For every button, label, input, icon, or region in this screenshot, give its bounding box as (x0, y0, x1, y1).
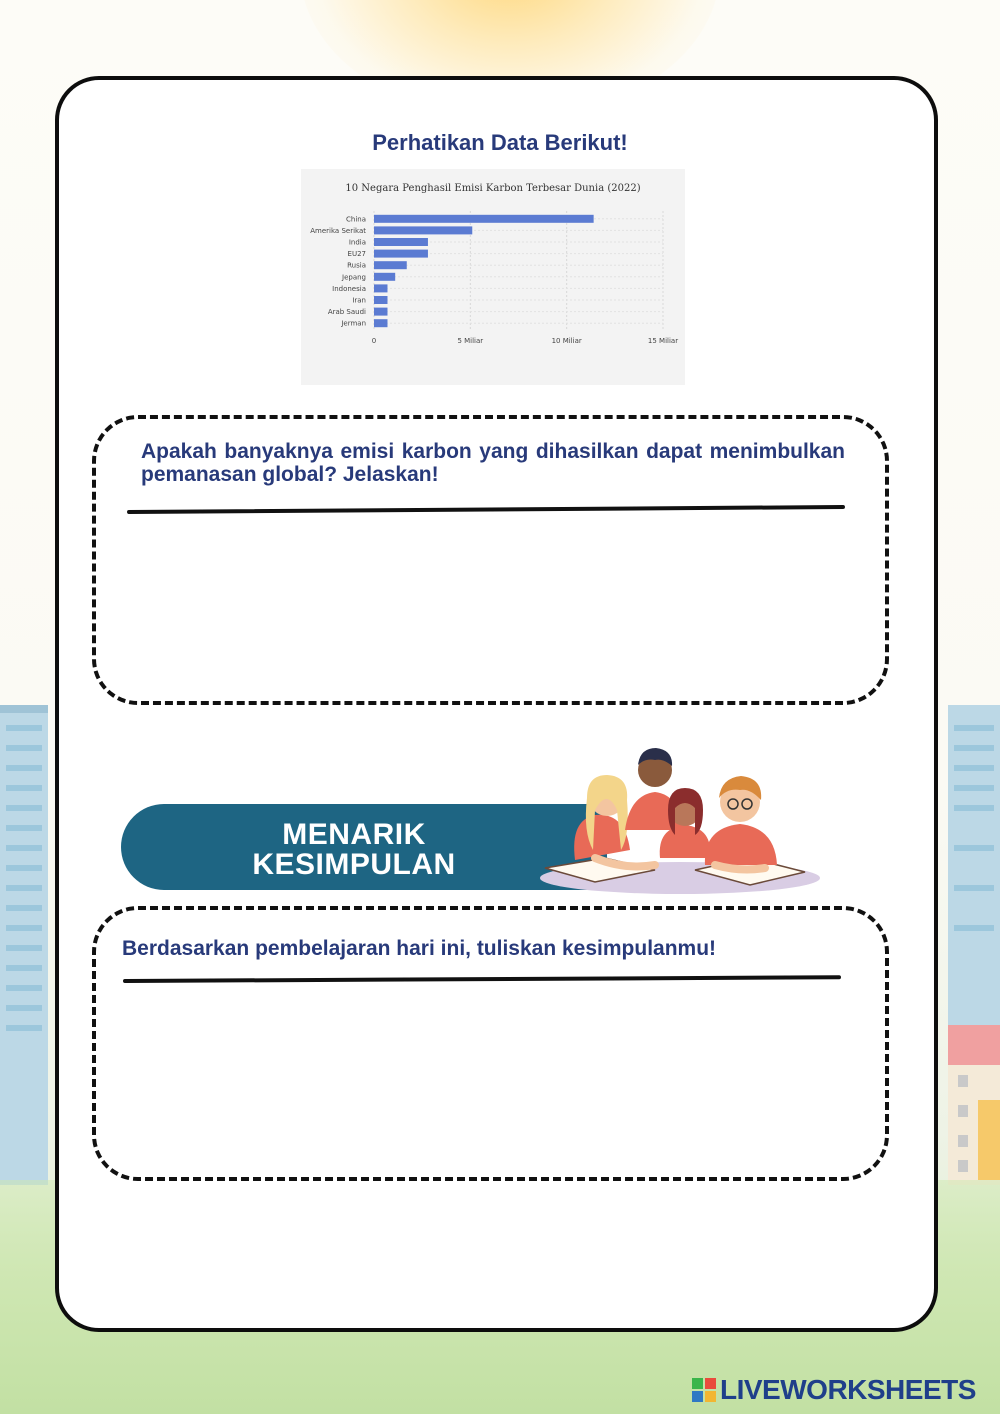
y-category-label: Jerman (341, 319, 366, 328)
banner-line-2: KESIMPULAN (252, 848, 456, 881)
chart-svg (301, 169, 685, 385)
bar (374, 238, 428, 246)
bar (374, 308, 387, 316)
x-tick-label: 15 Miliar (647, 337, 679, 345)
answer-input-1[interactable] (130, 525, 849, 689)
x-tick-label: 10 Miliar (551, 337, 582, 345)
question-1-text: Apakah banyaknya emisi karbon yang dihasilkan dapat menimbulkan pemanasan global? Jelaskan! (141, 440, 845, 486)
x-tick-label: 0 (371, 337, 377, 345)
conclusion-banner-title (210, 820, 498, 880)
y-category-label: China (346, 215, 366, 224)
section-heading: Perhatikan Data Berikut! (372, 130, 628, 155)
chart-title: 10 Negara Penghasil Emisi Karbon Terbesar Dunia (2022) (345, 183, 641, 194)
bar (374, 319, 387, 327)
bar (374, 284, 387, 292)
bar (374, 215, 594, 223)
y-category-label: Iran (352, 296, 366, 305)
city-buildings-left (0, 705, 60, 1185)
liveworksheets-brand[interactable] (692, 1374, 976, 1406)
y-category-label: India (348, 238, 366, 247)
bar (374, 296, 387, 304)
brand-text: LIVEWORKSHEETS (720, 1374, 976, 1405)
x-tick-label: 5 Miliar (457, 337, 484, 345)
emission-chart (301, 169, 685, 385)
liveworksheets-logo-icon (692, 1378, 716, 1402)
y-category-label: Rusia (347, 261, 366, 270)
answer-input-2[interactable] (130, 995, 849, 1159)
bar (374, 226, 472, 234)
bar (374, 261, 407, 269)
bar (374, 273, 395, 281)
students-illustration (535, 740, 825, 895)
y-category-label: EU27 (347, 250, 366, 259)
banner-line-1: MENARIK (282, 818, 426, 851)
y-category-label: Jepang (342, 273, 366, 282)
city-buildings-right (938, 705, 1000, 1185)
question-2-text: Berdasarkan pembelajaran hari ini, tuliskan kesimpulanmu! (122, 937, 717, 960)
y-category-label: Arab Saudi (327, 308, 366, 317)
y-category-label: Indonesia (332, 284, 366, 293)
y-category-label: Amerika Serikat (310, 226, 366, 235)
bar (374, 250, 428, 258)
